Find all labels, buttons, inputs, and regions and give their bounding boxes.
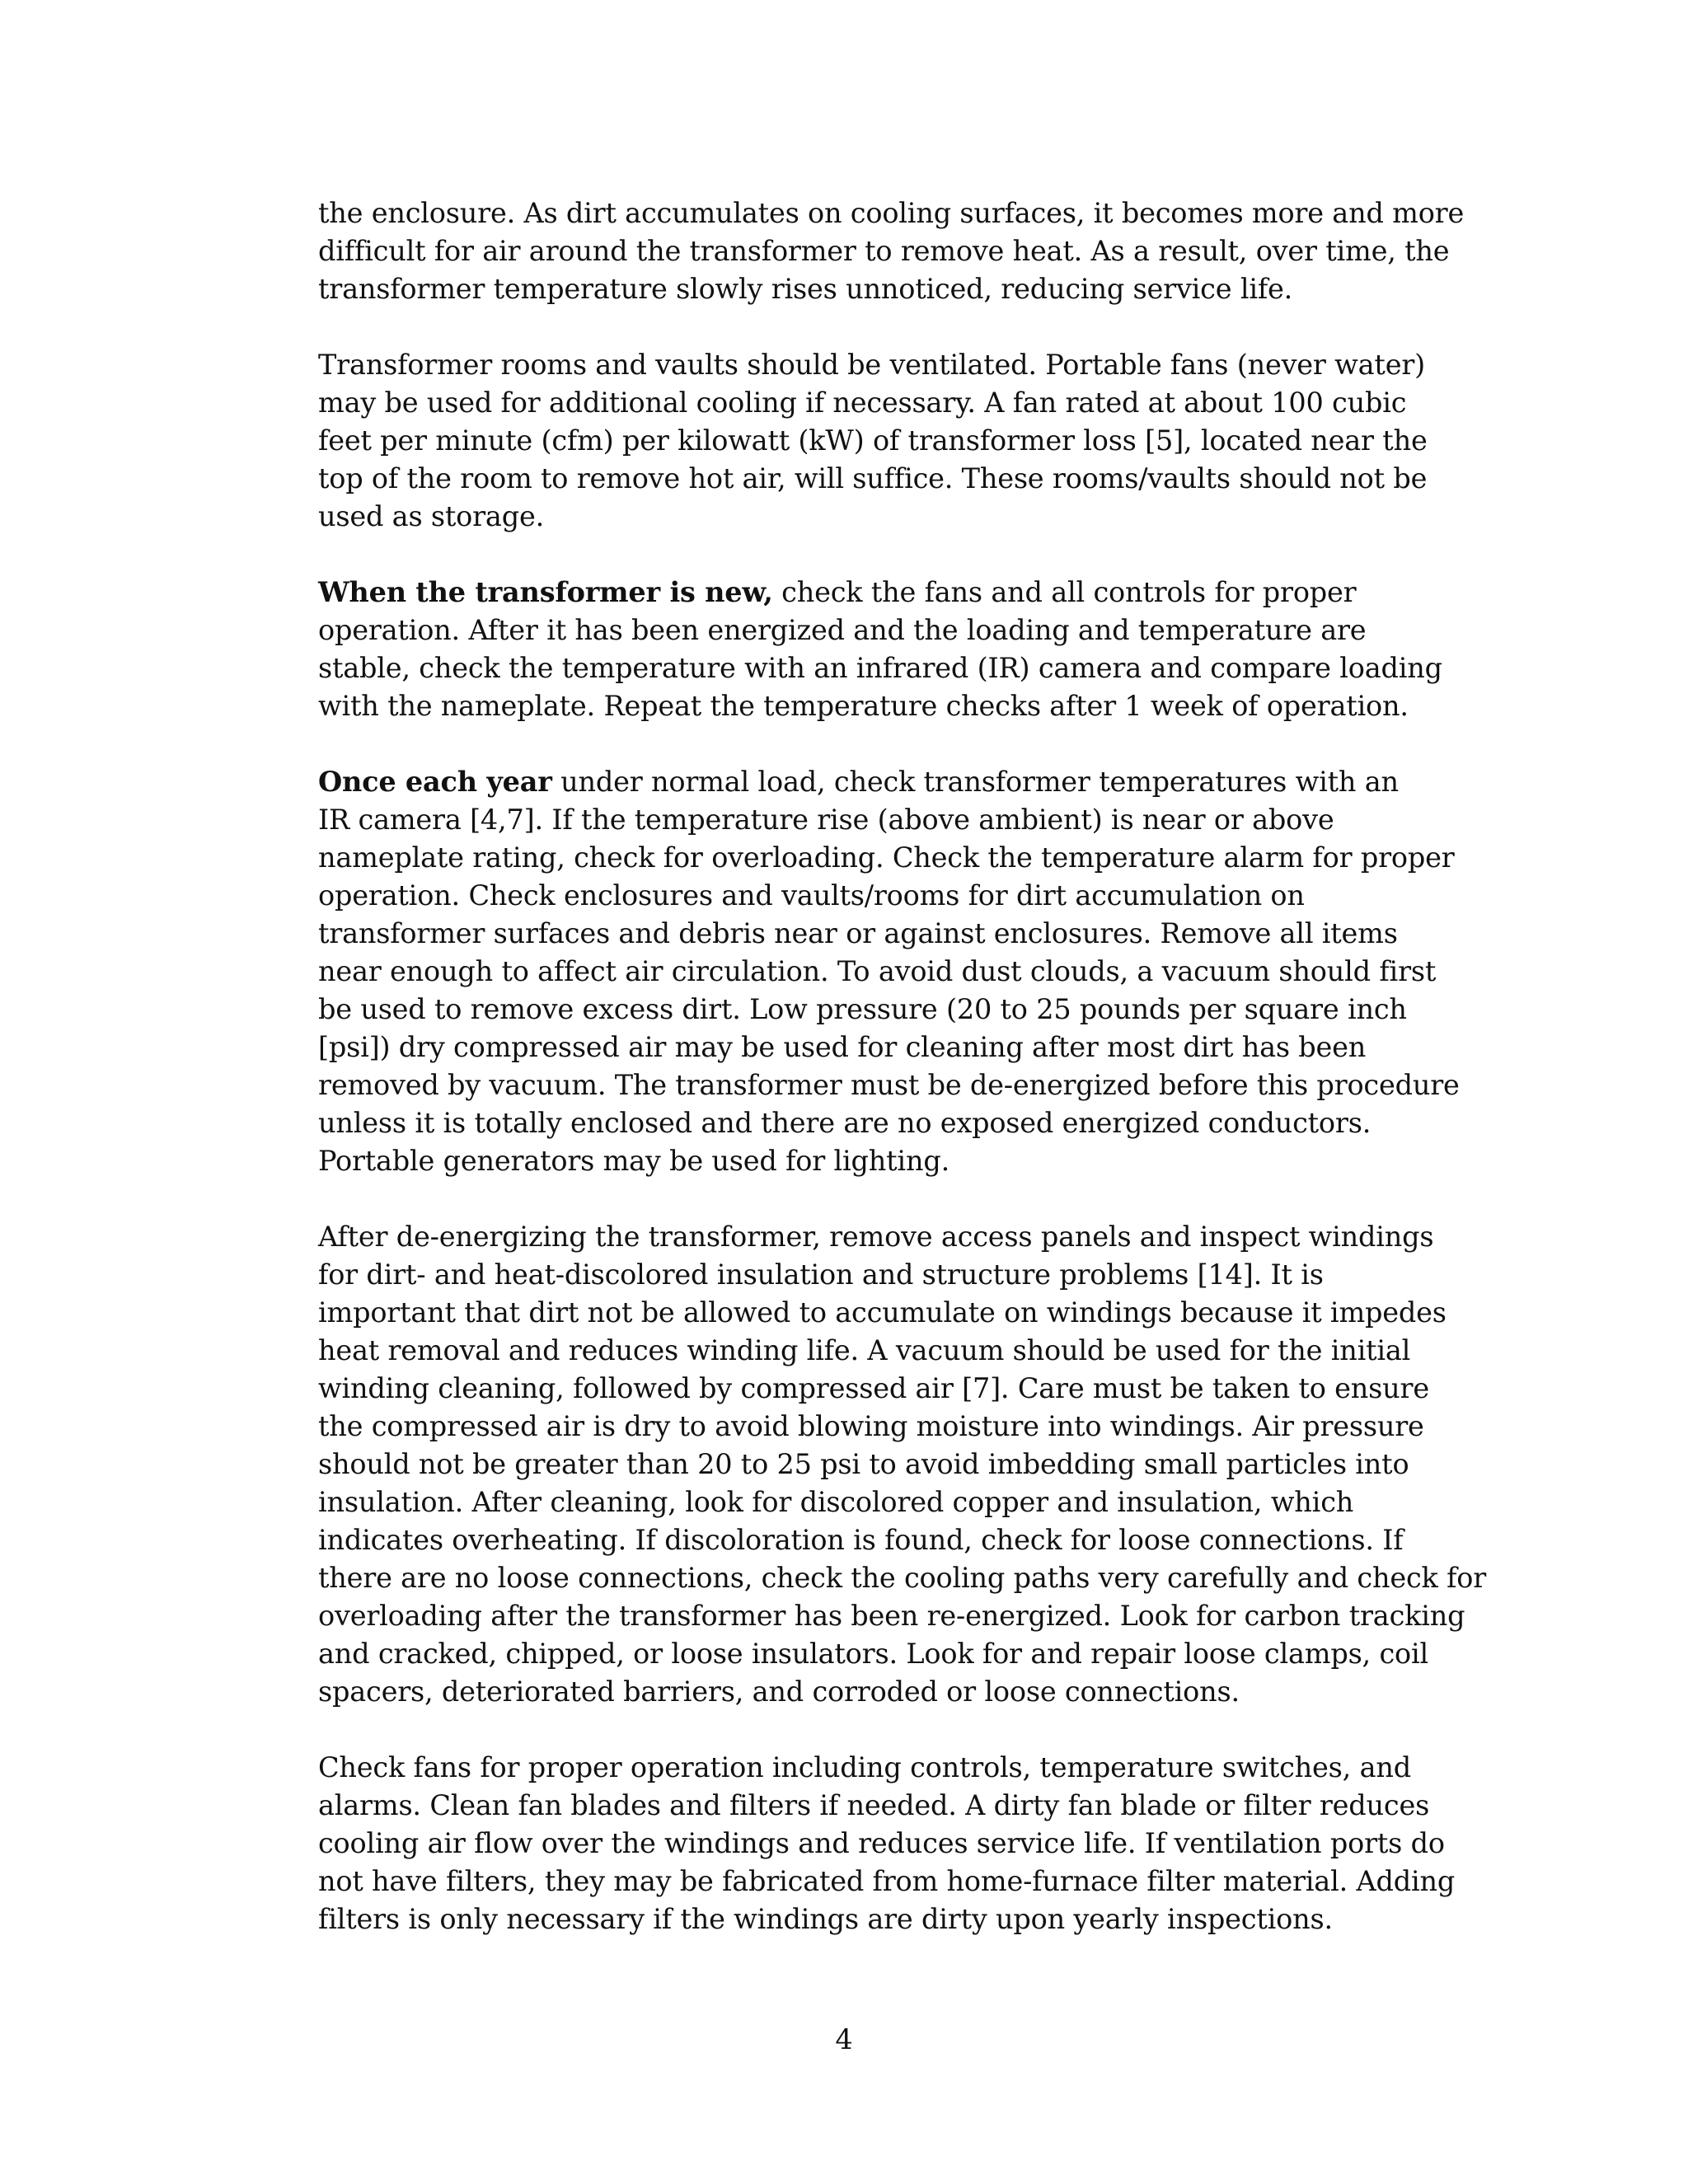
text-line-with-lead bbox=[318, 763, 1489, 801]
text-line: may be used for additional cooling if necessary. A fan rated at about 100 cubic bbox=[318, 387, 1407, 419]
text-line: heat removal and reduces winding life. A vacuum should be used for the initial bbox=[318, 1334, 1411, 1366]
text-line: not have filters, they may be fabricated from home-furnace filter material. Adding bbox=[318, 1865, 1456, 1897]
text-line: and cracked, chipped, or loose insulators. Look for and repair loose clamps, coil bbox=[318, 1638, 1429, 1670]
text-line: removed by vacuum. The transformer must be de-energized before this procedure bbox=[318, 1069, 1460, 1101]
text-line: Check fans for proper operation including controls, temperature switches, and bbox=[318, 1751, 1411, 1783]
bold-lead-text: Once each year bbox=[318, 766, 552, 798]
text-line: operation. Check enclosures and vaults/rooms for dirt accumulation on bbox=[318, 879, 1305, 912]
text-line: top of the room to remove hot air, will suffice. These rooms/vaults should not be bbox=[318, 462, 1428, 494]
paragraph-new-transformer bbox=[318, 574, 1489, 725]
text-line: the compressed air is dry to avoid blowing moisture into windings. Air pressure bbox=[318, 1410, 1424, 1442]
paragraph-windings-inspection bbox=[318, 1218, 1489, 1711]
text-line: insulation. After cleaning, look for discolored copper and insulation, which bbox=[318, 1486, 1354, 1518]
paragraph-yearly-check bbox=[318, 763, 1489, 1180]
text-line: should not be greater than 20 to 25 psi to avoid imbedding small particles into bbox=[318, 1448, 1409, 1480]
text-line: Transformer rooms and vaults should be ventilated. Portable fans (never water) bbox=[318, 349, 1425, 381]
text-line: nameplate rating, check for overloading. Check the temperature alarm for proper bbox=[318, 841, 1455, 874]
paragraph-fans-check bbox=[318, 1749, 1489, 1938]
text-line-with-lead bbox=[318, 574, 1489, 612]
text-line: winding cleaning, followed by compressed air [7]. Care must be taken to ensure bbox=[318, 1372, 1429, 1404]
text-line: difficult for air around the transformer to remove heat. As a result, over time, the bbox=[318, 235, 1450, 267]
text-line: be used to remove excess dirt. Low pressure (20 to 25 pounds per square inch bbox=[318, 993, 1407, 1025]
text-line: spacers, deteriorated barriers, and corroded or loose connections. bbox=[318, 1675, 1240, 1708]
lead-line-remainder: under normal load, check transformer temperatures with an bbox=[551, 766, 1399, 798]
text-line: Portable generators may be used for lighting. bbox=[318, 1145, 950, 1177]
text-line: there are no loose connections, check the cooling paths very carefully and check for bbox=[318, 1562, 1487, 1594]
text-line: filters is only necessary if the windings are dirty upon yearly inspections. bbox=[318, 1903, 1333, 1935]
text-line: used as storage. bbox=[318, 500, 545, 532]
text-line: IR camera [4,7]. If the temperature rise (above ambient) is near or above bbox=[318, 804, 1334, 836]
text-line: feet per minute (cfm) per kilowatt (kW) of transformer loss [5], located near the bbox=[318, 424, 1428, 457]
text-line: overloading after the transformer has been re-energized. Look for carbon tracking bbox=[318, 1600, 1465, 1632]
text-line: near enough to affect air circulation. To avoid dust clouds, a vacuum should first bbox=[318, 955, 1437, 987]
text-line: unless it is totally enclosed and there are no exposed energized conductors. bbox=[318, 1107, 1372, 1139]
lead-line-remainder: check the fans and all controls for proper bbox=[772, 576, 1357, 608]
text-line: with the nameplate. Repeat the temperature checks after 1 week of operation. bbox=[318, 690, 1409, 722]
text-line: stable, check the temperature with an infrared (IR) camera and compare loading bbox=[318, 652, 1442, 684]
document-body bbox=[318, 194, 1489, 1976]
text-line: important that dirt not be allowed to accumulate on windings because it impedes bbox=[318, 1296, 1447, 1329]
text-line: indicates overheating. If discoloration is found, check for loose connections. If bbox=[318, 1524, 1404, 1556]
text-line: alarms. Clean fan blades and filters if needed. A dirty fan blade or filter reduces bbox=[318, 1789, 1430, 1821]
bold-lead-text: When the transformer is new, bbox=[318, 576, 773, 608]
text-line: After de-energizing the transformer, remove access panels and inspect windings bbox=[318, 1221, 1434, 1253]
text-line: operation. After it has been energized and the loading and temperature are bbox=[318, 614, 1367, 646]
text-line: transformer temperature slowly rises unnoticed, reducing service life. bbox=[318, 273, 1293, 305]
text-line: cooling air flow over the windings and reduces service life. If ventilation ports do bbox=[318, 1827, 1445, 1859]
text-line: for dirt- and heat-discolored insulation and structure problems [14]. It is bbox=[318, 1258, 1324, 1291]
page-number: 4 bbox=[835, 2023, 853, 2055]
paragraph-ventilation bbox=[318, 346, 1489, 536]
text-line: transformer surfaces and debris near or against enclosures. Remove all items bbox=[318, 917, 1398, 949]
paragraph-enclosure-dirt bbox=[318, 194, 1489, 308]
text-line: the enclosure. As dirt accumulates on cooling surfaces, it becomes more and more bbox=[318, 197, 1465, 229]
text-line: [psi]) dry compressed air may be used for cleaning after most dirt has been bbox=[318, 1031, 1367, 1063]
